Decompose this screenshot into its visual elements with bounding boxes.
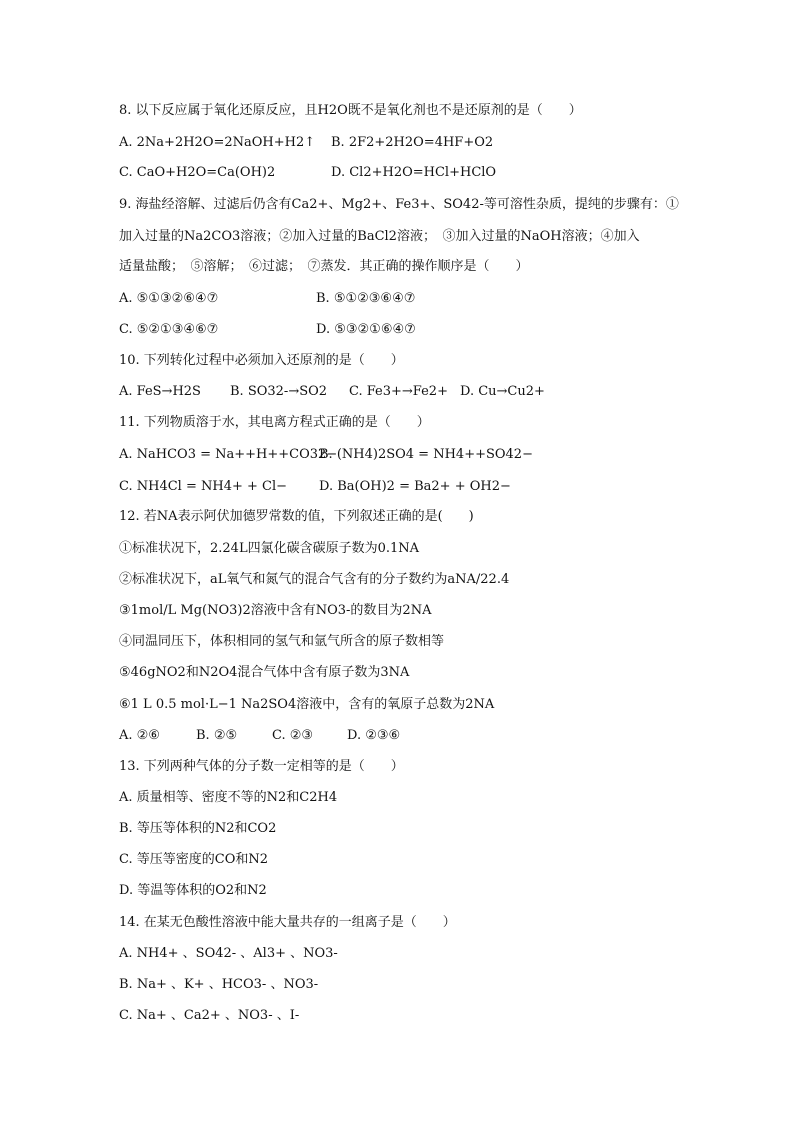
q9-stem-line-1: 9. 海盐经溶解、过滤后仍含有Ca2+、Mg2+、Fe3+、SO42-等可溶性杂质，提纯的步骤有：① (119, 197, 679, 212)
q10-stem: 10. 下列转化过程中必须加入还原剂的是（ ） (119, 353, 404, 368)
q9-option-d: D. ⑤③②①⑥④⑦ (316, 322, 416, 337)
q12-stem: 12. 若NA表示阿伏加德罗常数的值，下列叙述正确的是( ) (119, 509, 474, 524)
q8-option-b: B. 2F2+2H2O=4HF+O2 (331, 135, 494, 150)
q9-option-c: C. ⑤②①③④⑥⑦ (119, 322, 219, 337)
q12-option-b: B. ②⑤ (196, 728, 238, 743)
q12-statement-4: ④同温同压下，体积相同的氢气和氩气所含的原子数相等 (119, 634, 445, 649)
q12-statement-3: ③1mol/L Mg(NO3)2溶液中含有NO3-的数目为2NA (119, 603, 432, 618)
q13-option-d: D. 等温等体积的O2和N2 (119, 883, 267, 898)
q9-stem-line-2: 加入过量的Na2CO3溶液；②加入过量的BaCl2溶液； ③加入过量的NaOH溶液；④加入 (119, 229, 640, 244)
q11-option-d: D. Ba(OH)2 = Ba2+ + OH2− (319, 479, 511, 494)
q12-statement-6: ⑥1 L 0.5 mol·L−1 Na2SO4溶液中，含有的氧原子总数为2NA (119, 697, 495, 712)
q10-option-a: A. FeS→H2S (119, 384, 201, 399)
q11-option-a: A. NaHCO3 = Na++H++CO32− (119, 447, 338, 462)
q11-option-c: C. NH4Cl = NH4+ + Cl− (119, 479, 288, 494)
q14-option-c: C. Na+ 、Ca2+ 、NO3- 、I- (119, 1008, 300, 1023)
q14-option-b: B. Na+ 、K+ 、HCO3- 、NO3- (119, 977, 319, 992)
q12-option-a: A. ②⑥ (119, 728, 160, 743)
q11-stem: 11. 下列物质溶于水，其电离方程式正确的是（ ） (119, 415, 430, 430)
q14-option-a: A. NH4+ 、SO42- 、Al3+ 、NO3- (119, 946, 338, 961)
q10-option-b: B. SO32-→SO2 (230, 384, 328, 399)
q9-option-a: A. ⑤①③②⑥④⑦ (119, 291, 219, 306)
q12-option-c: C. ②③ (272, 728, 314, 743)
q12-option-d: D. ②③⑥ (347, 728, 401, 743)
q8-stem: 8. 以下反应属于氧化还原反应，且H2O既不是氧化剂也不是还原剂的是（ ） (119, 103, 582, 118)
q8-option-c: C. CaO+H2O=Ca(OH)2 (119, 165, 276, 180)
q12-statement-2: ②标准状况下，aL氧气和氮气的混合气含有的分子数约为aNA/22.4 (119, 572, 510, 587)
q9-stem-line-3: 适量盐酸； ⑤溶解； ⑥过滤； ⑦蒸发．其正确的操作顺序是（ ） (119, 259, 529, 274)
q11-option-b: B. (NH4)2SO4 = NH4++SO42− (319, 447, 533, 462)
q14-stem: 14. 在某无色酸性溶液中能大量共存的一组离子是（ ） (119, 915, 456, 930)
q12-statement-1: ①标准状况下，2.24L四氯化碳含碳原子数为0.1NA (119, 541, 420, 556)
q13-stem: 13. 下列两种气体的分子数一定相等的是（ ） (119, 759, 404, 774)
q8-option-d: D. Cl2+H2O=HCl+HClO (331, 165, 497, 180)
q10-option-c: C. Fe3+→Fe2+ (349, 384, 448, 399)
q13-option-c: C. 等压等密度的CO和N2 (119, 852, 268, 867)
q10-option-d: D. Cu→Cu2+ (460, 384, 545, 399)
q8-option-a: A. 2Na+2H2O=2NaOH+H2↑ (119, 135, 316, 150)
q13-option-b: B. 等压等体积的N2和CO2 (119, 821, 277, 836)
q13-option-a: A. 质量相等、密度不等的N2和C2H4 (119, 790, 338, 805)
q9-option-b: B. ⑤①②③⑥④⑦ (316, 291, 416, 306)
q12-statement-5: ⑤46gNO2和N2O4混合气体中含有原子数为3NA (119, 665, 410, 680)
